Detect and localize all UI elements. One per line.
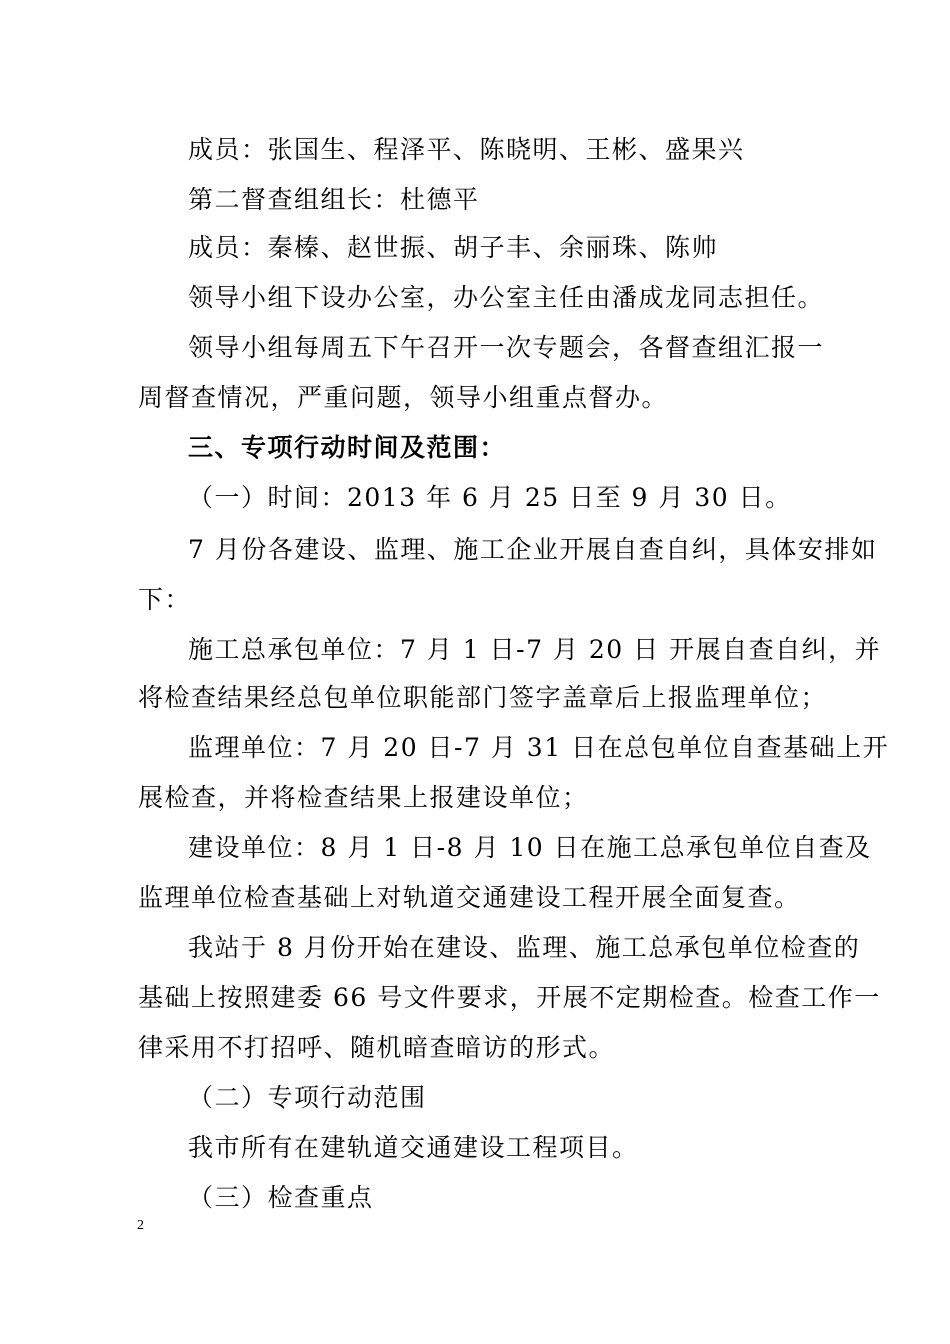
members-group-one: 成员：张国生、程泽平、陈晓明、王彬、盛果兴 [188,135,745,164]
time-subsection-text: （一）时间：2013 年 6 月 25 日至 9 月 30 日。 [188,483,792,512]
supervisor-schedule-text-2: 展检查，并将检查结果上报建设单位； [138,783,589,812]
page-number: 2 [137,1218,144,1233]
office-director-text: 领导小组下设办公室，办公室主任由潘成龙同志担任。 [188,283,825,312]
station-inspection-text-1: 我站于 8 月份开始在建设、监理、施工总承包单位检查的 [188,933,861,962]
weekly-meeting-text-2: 周督查情况，严重问题，领导小组重点督办。 [138,383,669,412]
scope-subsection-heading: （二）专项行动范围 [188,1083,427,1112]
scope-text: 我市所有在建轨道交通建设工程项目。 [188,1133,639,1162]
builder-schedule-text-1: 建设单位：8 月 1 日-8 月 10 日在施工总承包单位自查及 [188,833,872,862]
contractor-schedule-text-1: 施工总承包单位：7 月 1 日-7 月 20 日 开展自查自纠，并 [188,635,882,664]
second-inspection-group-leader: 第二督查组组长：杜德平 [188,185,480,214]
builder-schedule-text-2: 监理单位检查基础上对轨道交通建设工程开展全面复查。 [138,883,801,912]
contractor-schedule-text-2: 将检查结果经总包单位职能部门签字盖章后上报监理单位； [138,683,828,712]
members-group-two: 成员：秦榛、赵世振、胡子丰、余丽珠、陈帅 [188,233,719,262]
station-inspection-text-2: 基础上按照建委 66 号文件要求，开展不定期检查。检查工作一 [138,983,881,1012]
section-three-heading: 三、专项行动时间及范围： [188,433,507,462]
station-inspection-text-3: 律采用不打招呼、随机暗查暗访的形式。 [138,1033,616,1062]
supervisor-schedule-text-1: 监理单位：7 月 20 日-7 月 31 日在总包单位自查基础上开 [188,733,890,762]
july-self-check-text-2: 下： [138,585,192,614]
weekly-meeting-text-1: 领导小组每周五下午召开一次专题会，各督查组汇报一 [188,333,825,362]
july-self-check-text-1: 7 月份各建设、监理、施工企业开展自查自纠，具体安排如 [188,535,878,564]
inspection-focus-heading: （三）检查重点 [188,1183,374,1212]
